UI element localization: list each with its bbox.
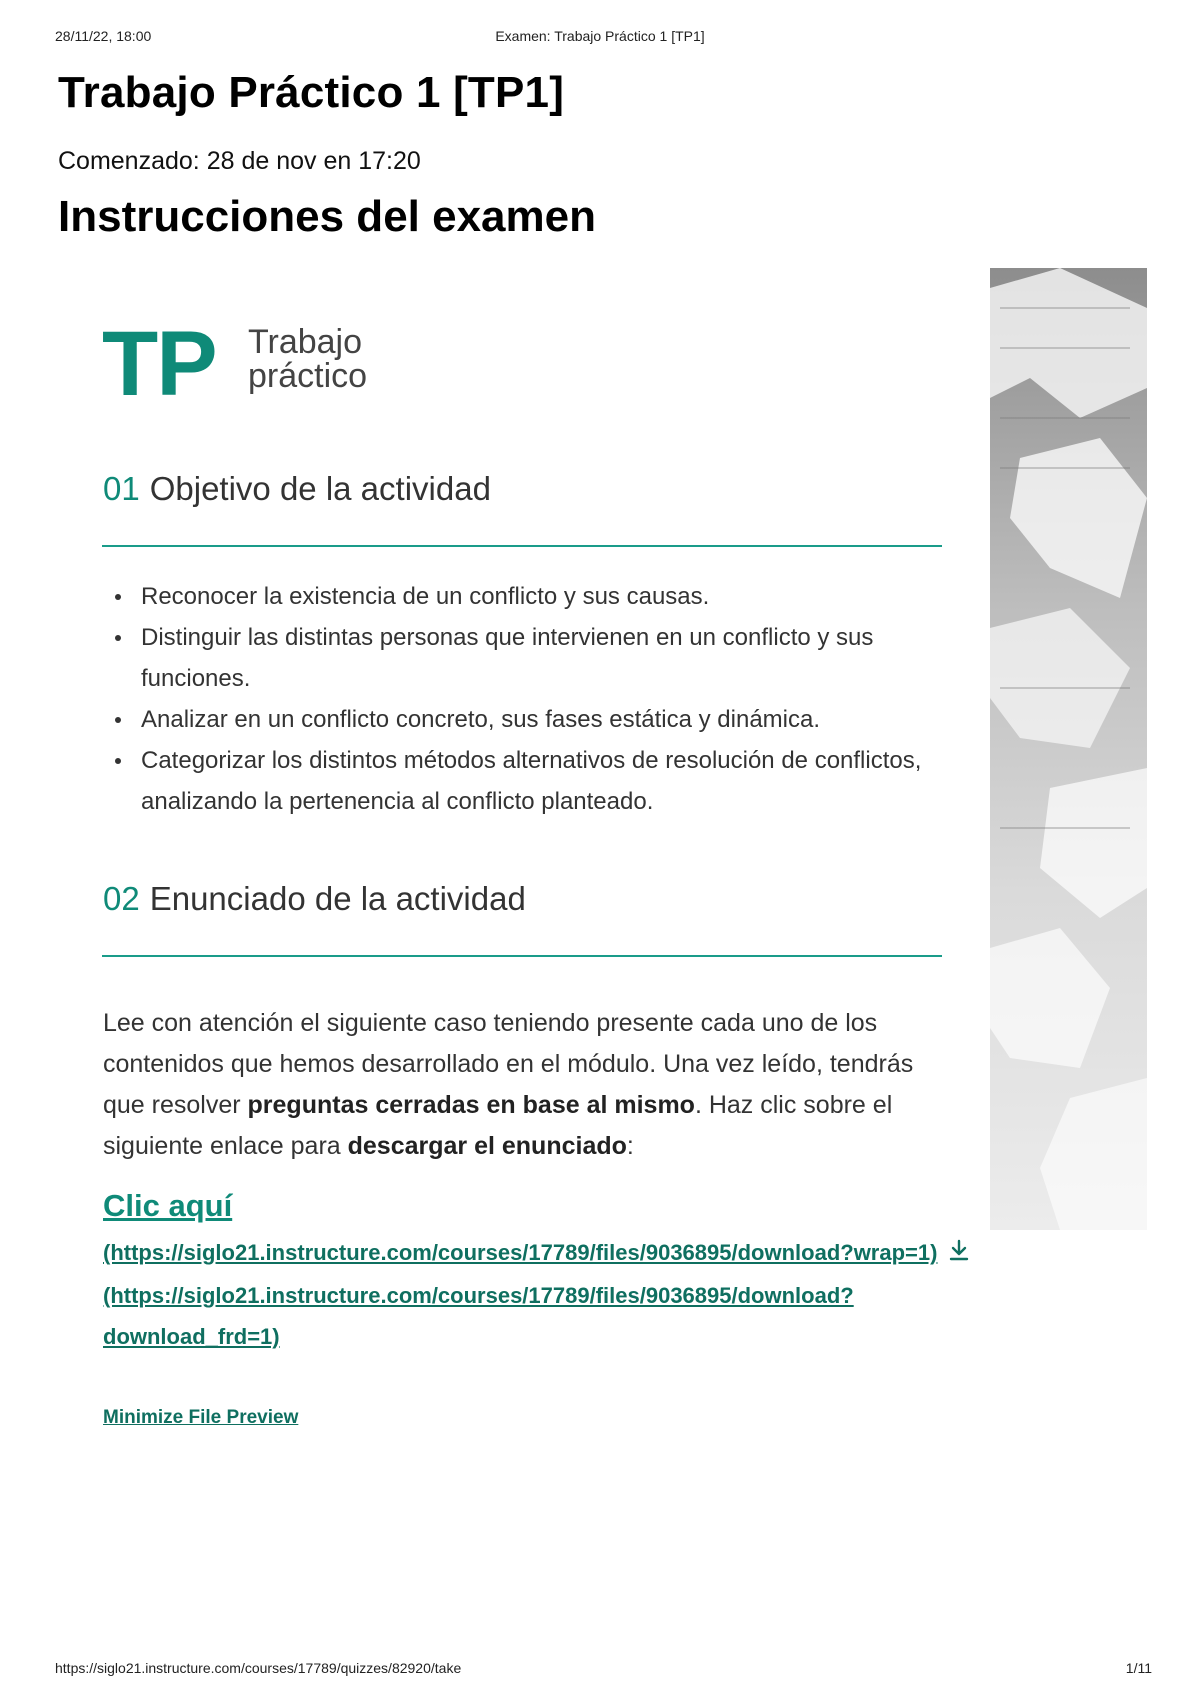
list-item: Analizar en un conflicto concreto, sus fases estática y dinámica. (103, 699, 953, 740)
started-timestamp: Comenzado: 28 de nov en 17:20 (58, 147, 421, 175)
section-title: Objetivo de la actividad (149, 470, 491, 507)
print-url: https://siglo21.instructure.com/courses/17789/quizzes/82920/take (55, 1660, 462, 1676)
tp-logo-mark: TP (102, 313, 216, 415)
section-divider (102, 545, 942, 547)
page-title: Trabajo Práctico 1 [TP1] (58, 68, 565, 117)
statement-text: Lee con atención el siguiente caso teniendo presente cada uno de los contenidos que hemos desarrollado en el módulo. Una vez leído, tendrás que resolver (103, 1009, 914, 1119)
instructions-heading: Instrucciones del examen (58, 192, 596, 241)
activity-statement (103, 1003, 953, 1167)
statement-bold-text: descargar el enunciado (347, 1132, 627, 1160)
statement-text: : (626, 1132, 634, 1160)
statement-bold-text: preguntas cerradas en base al mismo (247, 1091, 695, 1119)
section-number: 02 (103, 880, 140, 917)
list-item: Reconocer la existencia de un conflicto y sus causas. (103, 576, 953, 617)
print-page-number: 1/11 (1125, 1660, 1152, 1676)
download-links (103, 1232, 983, 1357)
section-objetivo-heading (103, 470, 491, 508)
section-number: 01 (103, 470, 140, 507)
print-date: 28/11/22, 18:00 (55, 28, 152, 44)
statement-text: . Haz clic sobre el siguiente enlace para (103, 1091, 893, 1160)
decorative-architecture-image (990, 268, 1147, 1230)
list-item: Distinguir las distintas personas que intervienen en un conflicto y sus funciones. (103, 617, 953, 699)
minimize-file-preview-link[interactable]: Minimize File Preview (103, 1407, 299, 1428)
objectives-list (103, 576, 953, 822)
file-preview-url-link[interactable]: (https://siglo21.instructure.com/courses/17789/files/9036895/download?wrap=1) (103, 1240, 938, 1265)
file-download-url-link[interactable]: (https://siglo21.instructure.com/courses/17789/files/9036895/download?download_frd=1) (103, 1282, 854, 1349)
tp-logo-word-1: Trabajo (248, 323, 363, 361)
section-title: Enunciado de la actividad (149, 880, 526, 917)
list-item: Categorizar los distintos métodos alternativos de resolución de conflictos, analizando la pertenencia al conflicto planteado. (103, 740, 953, 822)
section-enunciado-heading (103, 880, 526, 918)
print-doc-title: Examen: Trabajo Práctico 1 [TP1] (495, 28, 705, 44)
tp-logo-word (248, 325, 448, 393)
download-icon[interactable] (947, 1234, 971, 1275)
tp-logo-word-2: práctico (248, 357, 368, 395)
section-divider (102, 955, 942, 957)
download-link-clic-aqui[interactable]: Clic aquí (103, 1188, 233, 1223)
